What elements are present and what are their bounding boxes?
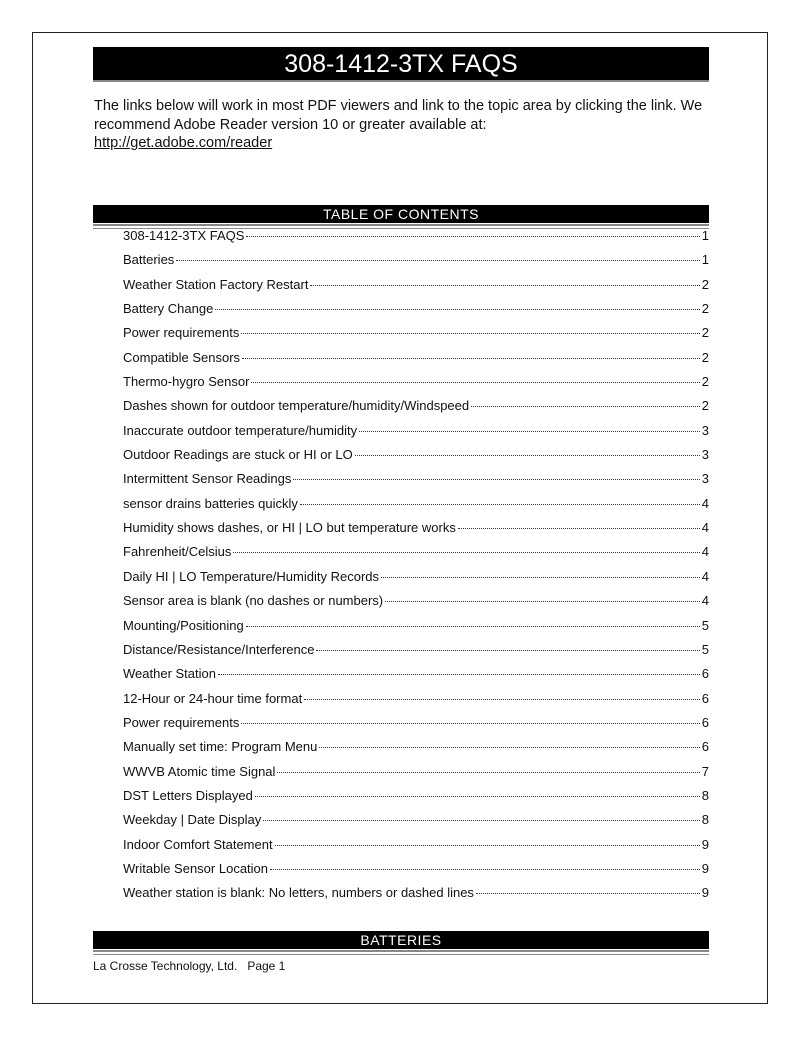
- toc-entry[interactable]: [123, 861, 709, 885]
- toc-entry-title: Manually set time: Program Menu: [123, 739, 318, 755]
- dot-leader: [246, 236, 699, 237]
- toc-entry-page: 6: [701, 666, 709, 682]
- dot-leader: [215, 309, 699, 310]
- toc-entry-page: 9: [701, 885, 709, 901]
- page-title: 308-1412-3TX FAQS: [93, 47, 709, 82]
- dot-leader: [310, 285, 699, 286]
- toc-entry-title: DST Letters Displayed: [123, 787, 253, 803]
- dot-leader: [218, 674, 700, 675]
- toc-entry-title: Weather station is blank: No letters, numbers or dashed lines: [123, 885, 474, 901]
- toc-entry-title: WWVB Atomic time Signal: [123, 763, 276, 779]
- toc-entry[interactable]: [123, 691, 709, 715]
- dot-leader: [241, 723, 699, 724]
- toc-entry[interactable]: [123, 618, 709, 642]
- section-heading-batteries: BATTERIES: [93, 931, 709, 949]
- page-footer: La Crosse Technology, Ltd. Page 1: [93, 959, 286, 973]
- toc-entry-page: 5: [701, 617, 709, 633]
- toc-entry[interactable]: [123, 764, 709, 788]
- toc-entry-page: 3: [701, 447, 709, 463]
- dot-leader: [316, 650, 699, 651]
- dot-leader: [471, 406, 700, 407]
- toc-entry-page: 6: [701, 714, 709, 730]
- toc-entry-title: Writable Sensor Location: [123, 860, 269, 876]
- toc-entry[interactable]: [123, 788, 709, 812]
- toc-entry[interactable]: [123, 544, 709, 568]
- dot-leader: [355, 455, 700, 456]
- toc-entry-page: 2: [701, 398, 709, 414]
- toc-entry-title: Inaccurate outdoor temperature/humidity: [123, 422, 358, 438]
- toc-entry[interactable]: [123, 666, 709, 690]
- toc-entry[interactable]: [123, 837, 709, 861]
- toc-entry-title: Thermo-hygro Sensor: [123, 374, 250, 390]
- toc-entry-page: 1: [701, 252, 709, 268]
- toc-entry-page: 2: [701, 349, 709, 365]
- toc-entry-title: Power requirements: [123, 714, 240, 730]
- toc-entry-title: Indoor Comfort Statement: [123, 836, 273, 852]
- toc-entry-page: 6: [701, 690, 709, 706]
- toc-entry-page: 6: [701, 739, 709, 755]
- toc-entry-page: 8: [701, 787, 709, 803]
- dot-leader: [176, 260, 699, 261]
- dot-leader: [242, 358, 700, 359]
- dot-leader: [263, 820, 700, 821]
- dot-leader: [251, 382, 699, 383]
- toc-entry[interactable]: [123, 350, 709, 374]
- table-of-contents: [123, 228, 709, 910]
- toc-entry[interactable]: [123, 520, 709, 544]
- toc-entry-title: sensor drains batteries quickly: [123, 495, 298, 511]
- toc-entry-title: Humidity shows dashes, or HI | LO but temperature works: [123, 520, 456, 536]
- toc-entry[interactable]: [123, 325, 709, 349]
- toc-entry-title: Weekday | Date Display: [123, 812, 262, 828]
- toc-entry-title: 308-1412-3TX FAQS: [123, 228, 245, 243]
- dot-leader: [275, 845, 700, 846]
- toc-entry-title: Compatible Sensors: [123, 349, 241, 365]
- toc-entry[interactable]: [123, 301, 709, 325]
- toc-entry[interactable]: [123, 812, 709, 836]
- toc-entry-title: Sensor area is blank (no dashes or numbers): [123, 593, 384, 609]
- toc-entry-title: 12-Hour or 24-hour time format: [123, 690, 303, 706]
- toc-entry-title: Battery Change: [123, 301, 214, 317]
- dot-leader: [359, 431, 700, 432]
- toc-entry-title: Outdoor Readings are stuck or HI or LO: [123, 447, 353, 463]
- toc-entry-page: 2: [701, 325, 709, 341]
- toc-heading: TABLE OF CONTENTS: [93, 205, 709, 223]
- intro-paragraph: [94, 97, 714, 153]
- toc-entry-page: 4: [701, 520, 709, 536]
- dot-leader: [233, 552, 699, 553]
- toc-entry[interactable]: [123, 496, 709, 520]
- toc-entry[interactable]: [123, 228, 709, 252]
- dot-leader: [476, 893, 700, 894]
- dot-leader: [255, 796, 700, 797]
- toc-entry[interactable]: [123, 739, 709, 763]
- dot-leader: [385, 601, 700, 602]
- toc-entry[interactable]: [123, 885, 709, 909]
- dot-leader: [293, 479, 699, 480]
- toc-entry-title: Weather Station: [123, 666, 216, 682]
- toc-entry-title: Fahrenheit/Celsius: [123, 544, 232, 560]
- toc-entry[interactable]: [123, 423, 709, 447]
- dot-leader: [241, 333, 699, 334]
- toc-entry-page: 4: [701, 568, 709, 584]
- dot-leader: [300, 504, 700, 505]
- toc-entry-title: Mounting/Positioning: [123, 617, 244, 633]
- toc-entry-page: 4: [701, 593, 709, 609]
- dot-leader: [277, 772, 699, 773]
- intro-text: The links below will work in most PDF viewers and link to the topic area by clicking the link. We recommend Adobe Reader version 10 or greater available at:: [94, 98, 703, 133]
- toc-entry-page: 2: [701, 374, 709, 390]
- toc-entry-page: 8: [701, 812, 709, 828]
- toc-entry-page: 2: [701, 276, 709, 292]
- toc-entry[interactable]: [123, 277, 709, 301]
- toc-entry[interactable]: [123, 471, 709, 495]
- adobe-reader-link[interactable]: http://get.adobe.com/reader: [94, 135, 273, 151]
- dot-leader: [458, 528, 700, 529]
- dot-leader: [381, 577, 700, 578]
- toc-entry-page: 7: [701, 763, 709, 779]
- toc-entry-title: Daily HI | LO Temperature/Humidity Records: [123, 568, 380, 584]
- toc-entry-title: Weather Station Factory Restart: [123, 276, 309, 292]
- toc-entry[interactable]: [123, 398, 709, 422]
- toc-entry[interactable]: [123, 252, 709, 276]
- toc-entry-page: 2: [701, 301, 709, 317]
- toc-entry-page: 3: [701, 471, 709, 487]
- toc-entry-page: 3: [701, 422, 709, 438]
- toc-entry-page: 5: [701, 641, 709, 657]
- toc-entry[interactable]: [123, 593, 709, 617]
- dot-leader: [246, 626, 700, 627]
- toc-entry[interactable]: [123, 642, 709, 666]
- toc-entry-page: 9: [701, 860, 709, 876]
- toc-entry[interactable]: [123, 447, 709, 471]
- dot-leader: [270, 869, 700, 870]
- toc-entry-title: Power requirements: [123, 325, 240, 341]
- toc-entry-page: 4: [701, 495, 709, 511]
- toc-entry[interactable]: [123, 374, 709, 398]
- toc-entry-page: 1: [701, 228, 709, 243]
- toc-entry-title: Distance/Resistance/Interference: [123, 641, 315, 657]
- toc-entry-title: Dashes shown for outdoor temperature/humidity/Windspeed: [123, 398, 470, 414]
- toc-entry-page: 4: [701, 544, 709, 560]
- toc-entry-title: Intermittent Sensor Readings: [123, 471, 292, 487]
- toc-entry[interactable]: [123, 715, 709, 739]
- toc-entry[interactable]: [123, 569, 709, 593]
- dot-leader: [304, 699, 700, 700]
- toc-entry-title: Batteries: [123, 252, 175, 268]
- toc-entry-page: 9: [701, 836, 709, 852]
- dot-leader: [319, 747, 699, 748]
